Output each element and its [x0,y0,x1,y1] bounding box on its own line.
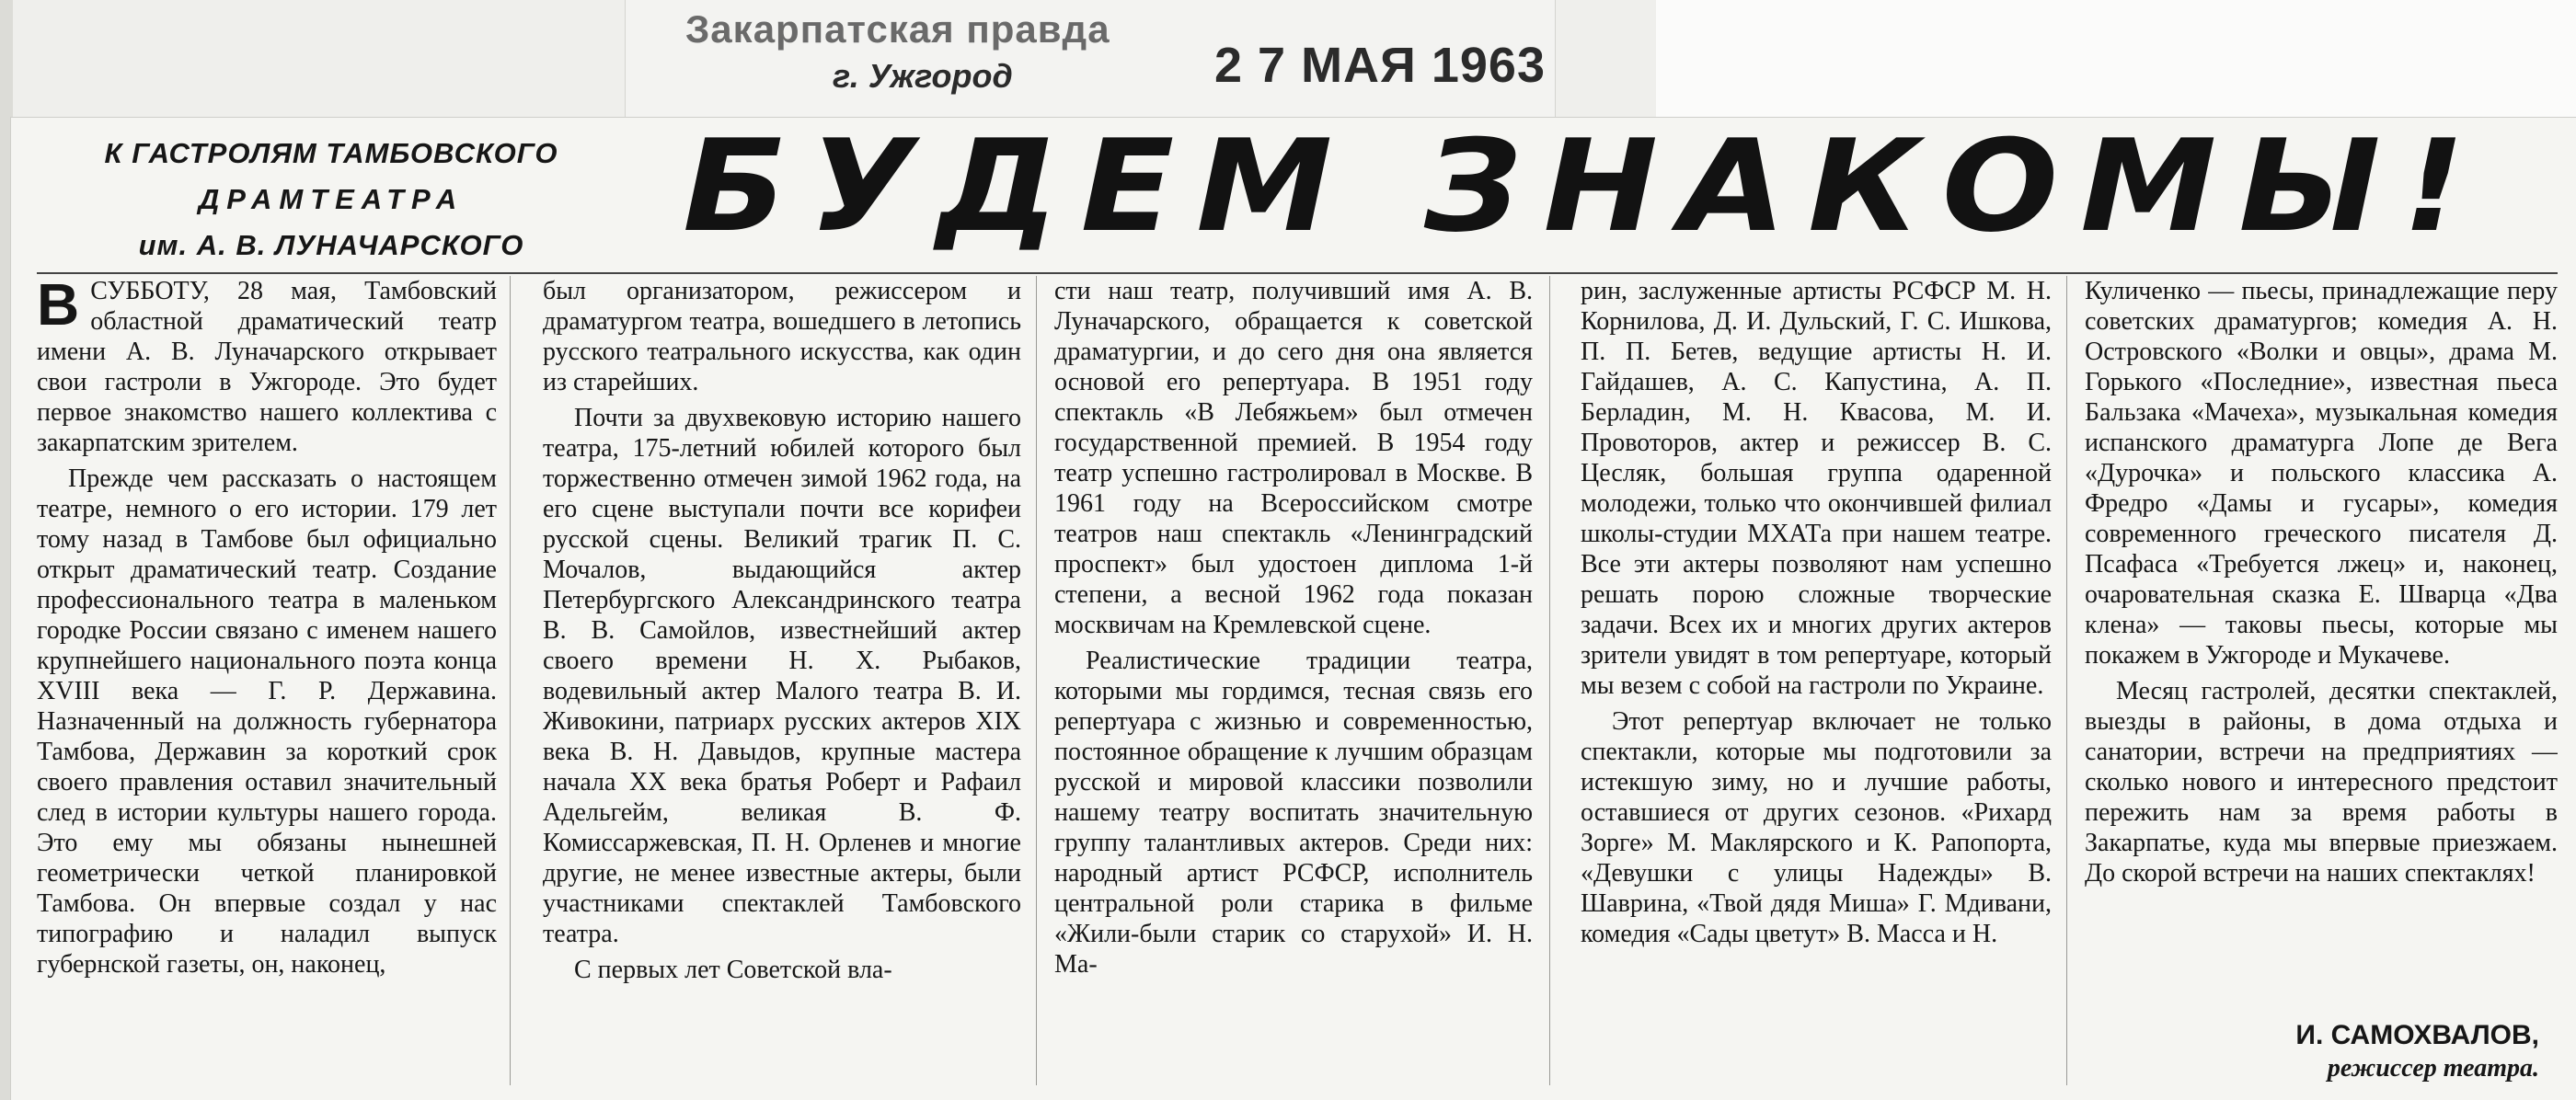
article-paragraph: Прежде чем рассказать о настоящем театре, немного о его истории. 179 лет тому назад в Тамбове был официально открыт драматический театр. Создание профессионального театра в маленьком городке России связано с именем нашего крупнейшего национального поэта конца XVIII века — Г. Р. Державина. Назначенный на должность губернатора Тамбова, Державин за короткий срок своего правления оставил значительный след в истории культуры нашего города. Это ему мы обязаны нынешней геометрически четкой планировкой Тамбова. Он впервые создал у нас типографию и наладил выпуск губернской газеты, он, наконец, [37,464,497,979]
article-paragraph: Реалистические традиции театра, которыми мы гордимся, тесная связь его репертуара с жизнью и современностью, постоянное обращение к лучшим образцам русской и мировой классики позволили нашему театру воспитать значительную группу талантливых актеров. Среди них: народный артист РСФСР, исполнитель центральной роли старика в фильме «Жили-были старик со старухой» И. Н. Ма- [1054,647,1533,979]
headline-rule [37,272,2558,274]
article-headline: БУДЕМ ЗНАКОМЫ! [683,112,2488,260]
article-column-5 [2085,276,2558,1017]
article-paragraph: Почти за двухвековую историю нашего театра, 175-летний юбилей которого был торжественно отмечен зимой 1962 года, на его сцене выступали почти все корифеи русской сцены. Великий трагик П. С. Мочалов, выдающийся актер Петербургского Александринского театра В. В. Самойлов, известнейший актер своего времени Н. Х. Рыбаков, водевильный актер Малого театра В. И. Живокини, патриарх русских актеров XIX века В. Н. Давыдов, крупные мастера начала XX века братья Роберт и Рафаил Адельгейм, великая В. Ф. Комиссаржевская, П. Н. Орленев и многие другие, не менее известные актеры, были участниками спектаклей Тамбовского театра. [543,404,1021,948]
author-role: режиссер театра. [2327,1054,2539,1083]
article-column-1 [37,276,497,1085]
article-kicker [37,131,626,269]
column-divider [510,276,511,1085]
article-paragraph: Куличенко — пьесы, принадлежащие перу советских драматургов; комедия А. Н. Островского «Волки и овцы», драма М. Горького «Последние», известная пьеса Бальзака «Мачеха», музыкальная комедия испанского драматурга Лопе де Вега «Дурочка» и польского классика А. Фредро «Дамы и гусары», комедия современного греческого писателя Д. Псафаса «Требуется лжец» и, наконец, очаровательная сказка Е. Шварца «Два клена» — таковы пьесы, которые мы покажем в Ужгороде и Мукачеве. [2085,277,2558,670]
kicker-line-3: им. А. В. ЛУНАЧАРСКОГО [138,229,524,261]
date-stamp: 2 7 МАЯ 1963 [1214,38,1546,93]
paragraph-text: СУББОТУ, 28 мая, Тамбовский областной драматический театр имени А. В. Луначарского открывает свои гастроли в Ужгороде. Это будет первое знакомство нашего коллектива с закарпатским зрителем. [37,277,497,457]
author-signature [2116,1019,2539,1085]
article-paragraph: сти наш театр, получивший имя А. В. Луначарского, обращается к советской драматургии, и до сего дня она является основой его репертуара. В 1951 году спектакль «В Лебяжьем» был отмечен государственной премией. В 1954 году театр успешно гастролировал в Москве. В 1961 году на Всероссийском смотре театров наш спектакль «Ленинградский проспект» был удостоен диплома 1-й степени, а весной 1962 года показан москвичам на Кремлевской сцене. [1054,277,1533,639]
article-column-3 [1054,276,1533,1085]
kicker-line-1: К ГАСТРОЛЯМ ТАМБОВСКОГО [104,137,558,169]
article-paragraph [37,276,497,458]
drop-cap: В [37,276,80,338]
article-paragraph: Этот репертуар включает не только спектакли, которые мы подготовили за истекшую зиму, но и лучшие работы, оставшиеся от других сезонов. «Рихард Зорге» М. Маклярского и К. Рапопорта, «Девушки с улицы Надежды» В. Шаврина, «Твой дядя Миша» Г. Мдивани, комедия «Сады цветут» В. Масса и Н. [1581,707,2052,948]
kicker-line-2: ДРАМТЕАТРА [198,183,465,215]
city-stamp: г. Ужгород [833,57,1013,95]
article-paragraph: Месяц гастролей, десятки спектаклей, выезды в районы, в дома отдыха и санатории, встречи на предприятиях — сколько нового и интересного предстоит пережить нам за время работы в Закарпатье, куда мы впервые приезжаем. До скорой встречи на наших спектаклях! [2085,677,2558,888]
newspaper-name-stamp: Закарпатская правда [685,7,1110,51]
article-column-4 [1581,276,2052,1085]
article-paragraph: С первых лет Советской вла- [574,956,892,984]
article-paragraph: был организатором, режиссером и драматургом театра, вошедшего в летопись русского театрального искусства, как один из старейших. [543,277,1021,396]
article-column-2 [543,276,1021,1085]
column-divider [1549,276,1550,1085]
blank-area [1656,0,2576,118]
column-divider [2066,276,2067,1085]
author-name: И. САМОХВАЛОВ, [2295,1020,2539,1050]
article-paragraph: рин, заслуженные артисты РСФСР М. Н. Корнилова, Д. И. Дульский, Г. С. Ишкова, П. П. Бетев, ведущие артисты Н. И. Гайдашев, А. С. Капустина, А. П. Берладин, М. Н. Квасова, М. И. Провоторов, актер и режиссер В. С. Цесляк, большая группа одаренной молодежи, только что окончившей филиал школы-студии МХАТа при нашем театре. Все эти актеры позволяют нам успешно решать порою сложные творческие задачи. Всех их и многих других актеров зрители увидят в том репертуаре, который мы везем с собой на гастроли по Украине. [1581,277,2052,700]
column-divider [1036,276,1037,1085]
